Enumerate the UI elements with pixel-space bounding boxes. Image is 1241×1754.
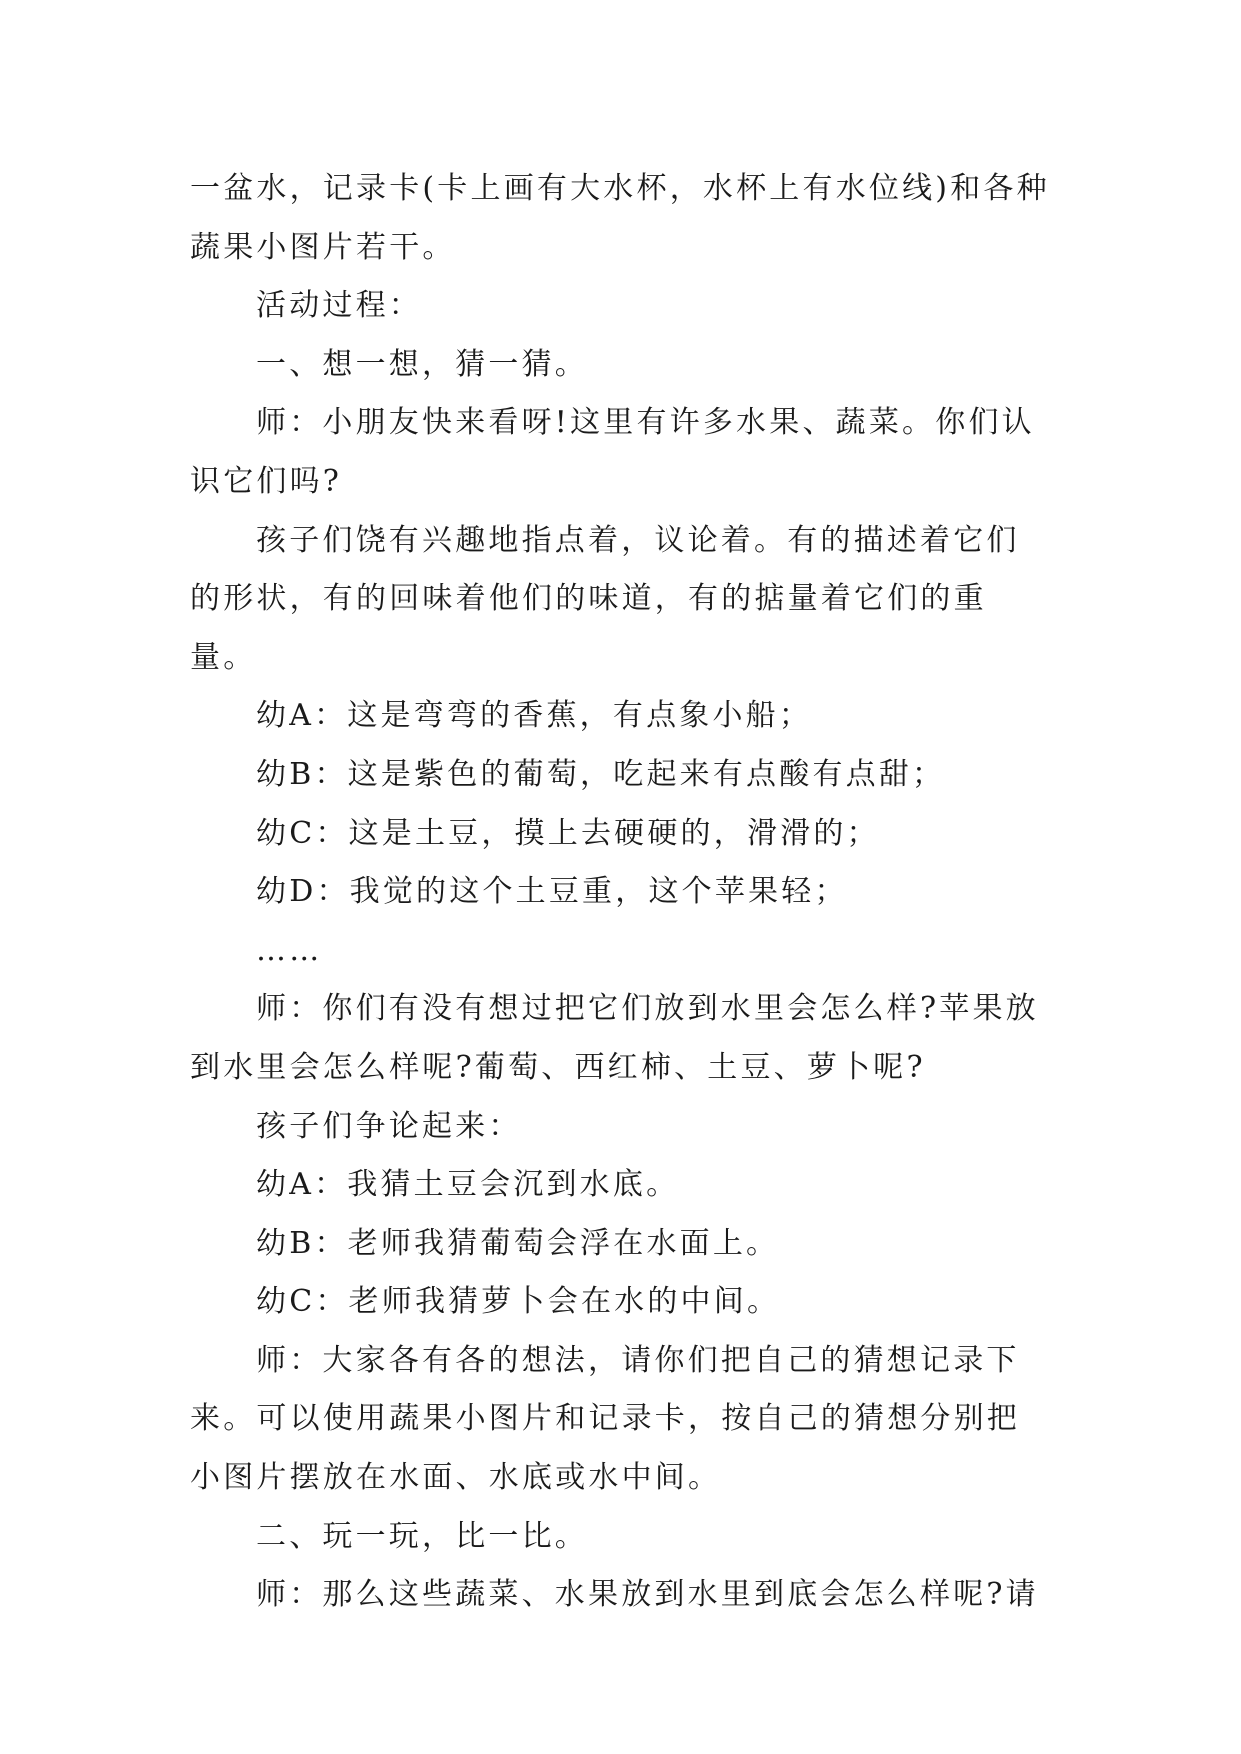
paragraph: 一盆水，记录卡(卡上画有大水杯，水杯上有水位线)和各种蔬果小图片若干。 [190, 171, 1050, 265]
paragraph: 师：大家各有各的想法，请你们把自己的猜想记录下来。可以使用蔬果小图片和记录卡，按自己的猜想分别把小图片摆放在水面、水底或水中间。 [190, 1342, 1020, 1496]
paragraph: 活动过程： [256, 288, 422, 324]
paragraph: 一、想一想，猜一猜。 [256, 346, 588, 382]
paragraph: 幼C：老师我猜萝卜会在水的中间。 [256, 1284, 781, 1320]
paragraph: 孩子们争论起来： [256, 1108, 522, 1144]
document-body [190, 160, 1052, 1625]
paragraph: 师：那么这些蔬菜、水果放到水里到底会怎么样呢?请 [256, 1577, 1039, 1613]
paragraph: 师：小朋友快来看呀!这里有许多水果、蔬菜。你们认识它们吗? [190, 405, 1035, 499]
paragraph: 孩子们饶有兴趣地指点着，议论着。有的描述着它们的形状，有的回味着他们的味道，有的掂量着它们的重量。 [190, 522, 1020, 675]
paragraph: 幼B：这是紫色的葡萄，吃起来有点酸有点甜； [256, 756, 946, 792]
paragraph: 幼A：这是弯弯的香蕉，有点象小船； [256, 698, 813, 734]
paragraph: …… [256, 932, 323, 968]
paragraph: 幼D：我觉的这个土豆重，这个苹果轻； [256, 874, 848, 910]
paragraph: 幼A：我猜土豆会沉到水底。 [256, 1167, 680, 1203]
paragraph: 幼B：老师我猜葡萄会浮在水面上。 [256, 1225, 780, 1261]
paragraph: 幼C：这是土豆，摸上去硬硬的，滑滑的； [256, 815, 880, 851]
paragraph: 二、玩一玩，比一比。 [256, 1518, 588, 1554]
paragraph: 师：你们有没有想过把它们放到水里会怎么样?苹果放到水里会怎么样呢?葡萄、西红柿、土豆、萝卜呢? [190, 991, 1039, 1085]
